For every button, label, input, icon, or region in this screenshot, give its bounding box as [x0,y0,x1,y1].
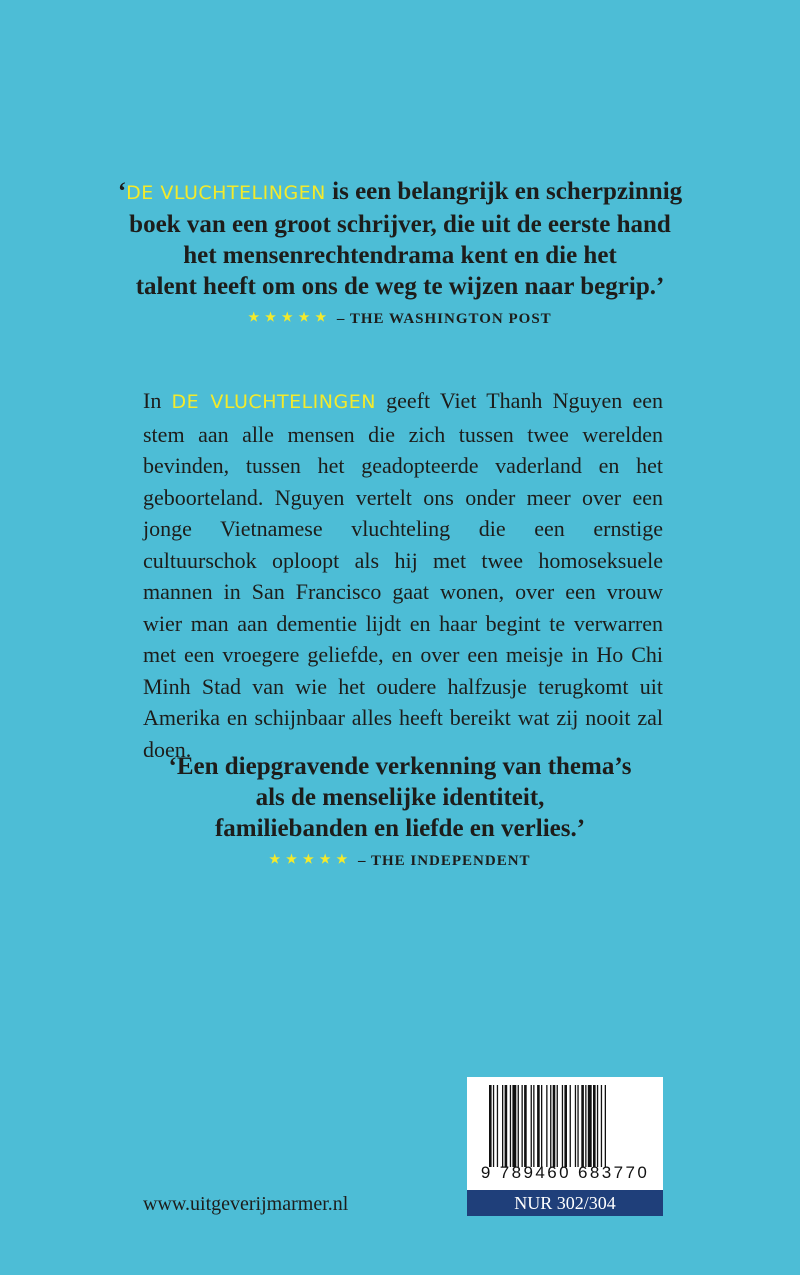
barcode-bar [550,1085,551,1167]
quote-line: familiebanden en liefde en verlies.’ [214,815,586,842]
barcode-bar [489,1085,492,1167]
quote-attribution [0,844,800,877]
barcode-bar [512,1085,516,1167]
barcode-bar [533,1085,534,1167]
barcode-bar [577,1085,578,1167]
barcode-bar [497,1085,498,1167]
quote-line [0,176,800,209]
barcode-bar [593,1085,596,1167]
quote-washington-post [0,176,800,335]
book-title-handwritten: DE VLUCHTELINGEN [126,182,326,204]
attribution-source: – THE WASHINGTON POST [336,311,552,327]
blurb-text: geeft Viet Thanh Nguyen een stem aan alle mensen die zich tussen twee werelden bevinden, tussen het geadopteerde vaderland en het geboorteland. Nguyen vertelt ons onder meer over een jonge Vietnamese vluchteling die een ernstige cultuurschok oploopt als hij met twee homoseksuele mannen in San Francisco gaat wonen, over een vrouw wier man aan dementie lijdt en haar begint te verwarren met een vroegere geliefde, en over een meisje in Ho Chi Minh Stad van wie het oudere halfzusje terugkomt uit Amerika en schijnbaar alles heeft bereikt wat zij nooit zal doen. [143,388,663,762]
barcode-bar [597,1085,598,1167]
quote-line: boek van een groot schrijver, die uit de eerste hand [129,211,671,238]
attribution-source: – THE INDEPENDENT [357,853,531,869]
barcode-bar [505,1085,508,1167]
publisher-website: www.uitgeverijmarmer.nl [143,1193,349,1215]
barcode-bar [502,1085,503,1167]
barcode-bar [562,1085,563,1167]
quote-line: ‘Een diepgravende verkenning van thema’s [168,753,632,780]
rating-stars: ★★★★★ [269,852,354,866]
quote-line-text: is een belangrijk en scherpzinnig [325,178,683,205]
book-title-handwritten: DE VLUCHTELINGEN [171,391,376,413]
quote-line: talent heeft om ons de weg te wijzen naar begrip.’ [135,273,665,300]
nur-code: NUR 302/304 [467,1190,663,1216]
blurb-prefix: In [143,388,172,413]
barcode-bar [601,1085,602,1167]
isbn-number: 9 789460 683770 [480,1163,650,1182]
rating-stars: ★★★★★ [248,310,333,324]
isbn-barcode [467,1077,663,1190]
barcode-bar [605,1085,606,1167]
quote-line: het mensenrechtendrama kent en die het [183,242,617,269]
barcode-bar [575,1085,576,1167]
blurb-paragraph [143,385,663,765]
quote-independent [0,751,800,877]
barcode-bar [537,1085,540,1167]
quote-attribution [0,302,800,335]
barcode-bar [510,1085,511,1167]
barcode-bar [531,1085,532,1167]
barcode-bar [585,1085,586,1167]
quote-line: als de menselijke identiteit, [255,784,545,811]
book-blurb [143,385,663,765]
quote-open-mark: ‘ [117,178,127,205]
barcode-bar [570,1085,571,1167]
barcode-bar [493,1085,494,1167]
barcode-bar [524,1085,527,1167]
barcode-bar [588,1085,592,1167]
barcode-bar [564,1085,567,1167]
barcode-bar [581,1085,584,1167]
barcode-bar [553,1085,556,1167]
barcode-bar [557,1085,558,1167]
barcode-bars [489,1085,641,1167]
barcode-bar [522,1085,523,1167]
barcode-bar [518,1085,519,1167]
barcode-bar [546,1085,547,1167]
barcode-bar [541,1085,542,1167]
